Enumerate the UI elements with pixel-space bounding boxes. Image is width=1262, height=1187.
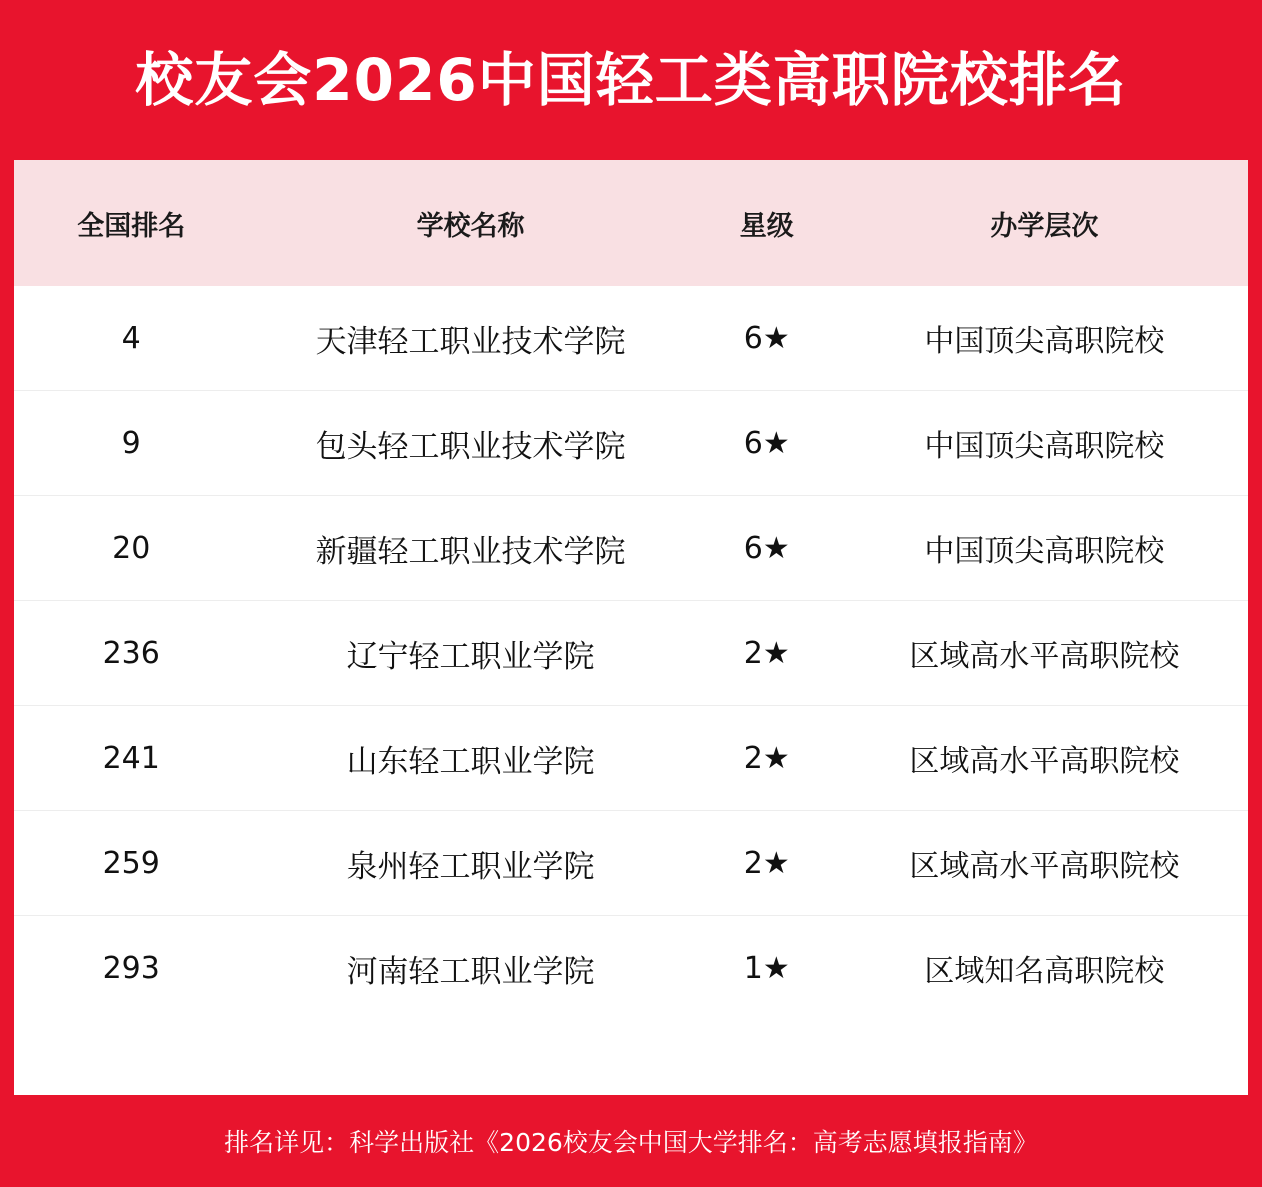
table-row xyxy=(14,391,1248,496)
footer-note: 排名详见：科学出版社《2026校友会中国大学排名：高考志愿填报指南》 xyxy=(224,1128,1038,1157)
cell-level: 区域高水平高职院校 xyxy=(841,601,1248,706)
column-header-level: 办学层次 xyxy=(841,160,1248,286)
cell-star-rating: 2★ xyxy=(693,706,841,811)
cell-school-name: 河南轻工职业学院 xyxy=(346,953,595,990)
cell-school-name: 包头轻工职业技术学院 xyxy=(248,391,692,496)
column-header-school-name: 学校名称 xyxy=(248,160,692,286)
table-body xyxy=(14,286,1248,1020)
cell-star-rating: 6★ xyxy=(693,496,841,601)
cell-star-rating: 6★ xyxy=(693,286,841,391)
cell-school-name: 山东轻工职业学院 xyxy=(248,706,692,811)
footer-bar xyxy=(0,1095,1262,1187)
table-row xyxy=(14,811,1248,916)
cell-school-name: 泉州轻工职业学院 xyxy=(248,811,692,916)
cell-level: 区域高水平高职院校 xyxy=(841,811,1248,916)
cell-school-name: 天津轻工职业技术学院 xyxy=(248,286,692,391)
cell-level: 中国顶尖高职院校 xyxy=(841,286,1248,391)
cell-rank: 236 xyxy=(14,601,248,706)
cell-star-rating: 2★ xyxy=(693,601,841,706)
table-row xyxy=(14,706,1248,811)
cell-level: 区域知名高职院校 xyxy=(924,954,1165,989)
table-row xyxy=(14,601,1248,706)
cell-rank: 9 xyxy=(14,391,248,496)
cell-star-rating: 6★ xyxy=(693,391,841,496)
ranking-table-container xyxy=(14,160,1248,1095)
page-title-bar xyxy=(0,0,1262,160)
cell-rank: 20 xyxy=(14,496,248,601)
cell-rank: 241 xyxy=(14,706,248,811)
cell-rank: 4 xyxy=(14,286,248,391)
cell-star-rating: 2★ xyxy=(693,811,841,916)
cell-star-rating: 1★ xyxy=(743,950,790,986)
cell-level: 中国顶尖高职院校 xyxy=(841,496,1248,601)
column-header-rank: 全国排名 xyxy=(14,160,248,286)
cell-level: 中国顶尖高职院校 xyxy=(841,391,1248,496)
column-header-star-rating: 星级 xyxy=(693,160,841,286)
cell-rank: 293 xyxy=(102,950,160,986)
table-row xyxy=(14,916,1248,1021)
table-header-row xyxy=(14,160,1248,286)
cell-school-name: 辽宁轻工职业学院 xyxy=(248,601,692,706)
table-row xyxy=(14,496,1248,601)
ranking-table xyxy=(14,160,1248,1020)
page-title: 校友会2026中国轻工类高职院校排名 xyxy=(135,46,1127,114)
table-header xyxy=(14,160,1248,286)
cell-level: 区域高水平高职院校 xyxy=(841,706,1248,811)
table-row xyxy=(14,286,1248,391)
cell-school-name: 新疆轻工职业技术学院 xyxy=(248,496,692,601)
cell-rank: 259 xyxy=(14,811,248,916)
